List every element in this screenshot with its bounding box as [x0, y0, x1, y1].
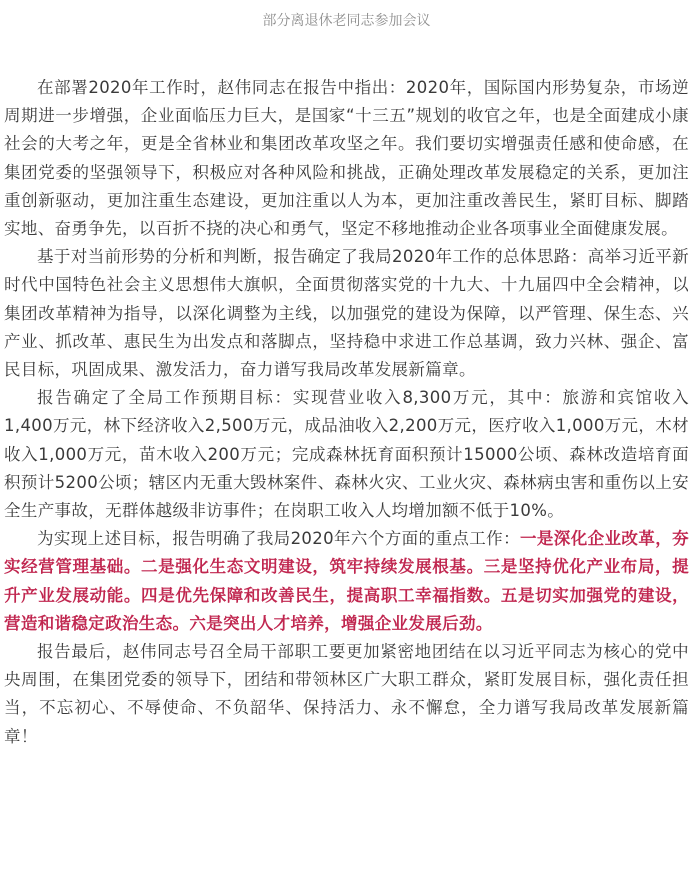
paragraph-work-deployment: 在部署2020年工作时，赵伟同志在报告中指出：2020年，国际国内形势复杂，市场逆周期进一步增强，企业面临压力巨大，是国家“十三五”规划的收官之年，也是全面建成小康社会的大考之年，更是全省林业和集团改革攻坚之年。我们要切实增强责任感和使命感，在集团党委的坚强领导下，积极应对各种风险和挑战，正确处理改革发展稳定的关系，更加注重创新驱动，更加注重生态建设，更加注重以人为本，更加注重改善民生，紧盯目标、脚踏实地、奋勇争先，以百折不挠的决心和勇气，坚定不移地推动企业各项事业全面健康发展。 [4, 78, 689, 239]
paragraph-expected-targets: 报告确定了全局工作预期目标：实现营业收入8,300万元，其中：旅游和宾馆收入1,400万元，林下经济收入2,500万元，成品油收入2,200万元，医疗收入1,000万元，木材收入1,000万元，苗木收入200万元；完成森林抚育面积预计15000公顷、森林改造培育面积预计5200公顷；辖区内无重大毁林案件、森林火灾、工业火灾、森林病虫害和重伤以上安全生产事故，无群体越级非访事件；在岗职工收入人均增加额不低于10%。 [4, 388, 689, 521]
paragraph-key-tasks [4, 525, 689, 638]
paragraph-closing-call: 报告最后，赵伟同志号召全局干部职工要更加紧密地团结在以习近平同志为核心的党中央周围，在集团党委的领导下，团结和带领林区广大职工群众，紧盯发展目标，强化责任担当，不忘初心、不辱使命、不负韶华、保持活力、永不懈怠，全力谱写我局改革发展新篇章！ [4, 642, 689, 746]
paragraph-overall-approach: 基于对当前形势的分析和判断，报告确定了我局2020年工作的总体思路：高举习近平新时代中国特色社会主义思想伟大旗帜，全面贯彻落实党的十九大、十九届四中全会精神，以集团改革精神为指导，以深化调整为主线，以加强党的建设为保障，以严管理、保生态、兴产业、抓改革、惠民生为出发点和落脚点，坚持稳中求进工作总基调，致力兴林、强企、富民目标，巩固成果、激发活力，奋力谱写我局改革发展新篇章。 [4, 247, 689, 380]
key-tasks-highlight: 一是深化企业改革，夯实经营管理基础。二是强化生态文明建设，筑牢持续发展根基。三是坚持优化产业布局，提升产业发展动能。四是优先保障和改善民生，提高职工幸福指数。五是切实加强党的建设，营造和谐稳定政治生态。六是突出人才培养，增强企业发展后劲。 [4, 529, 690, 633]
key-tasks-lead: 为实现上述目标，报告明确了我局2020年六个方面的重点工作： [37, 529, 520, 549]
image-caption: 部分离退休老同志参加会议 [262, 13, 431, 29]
